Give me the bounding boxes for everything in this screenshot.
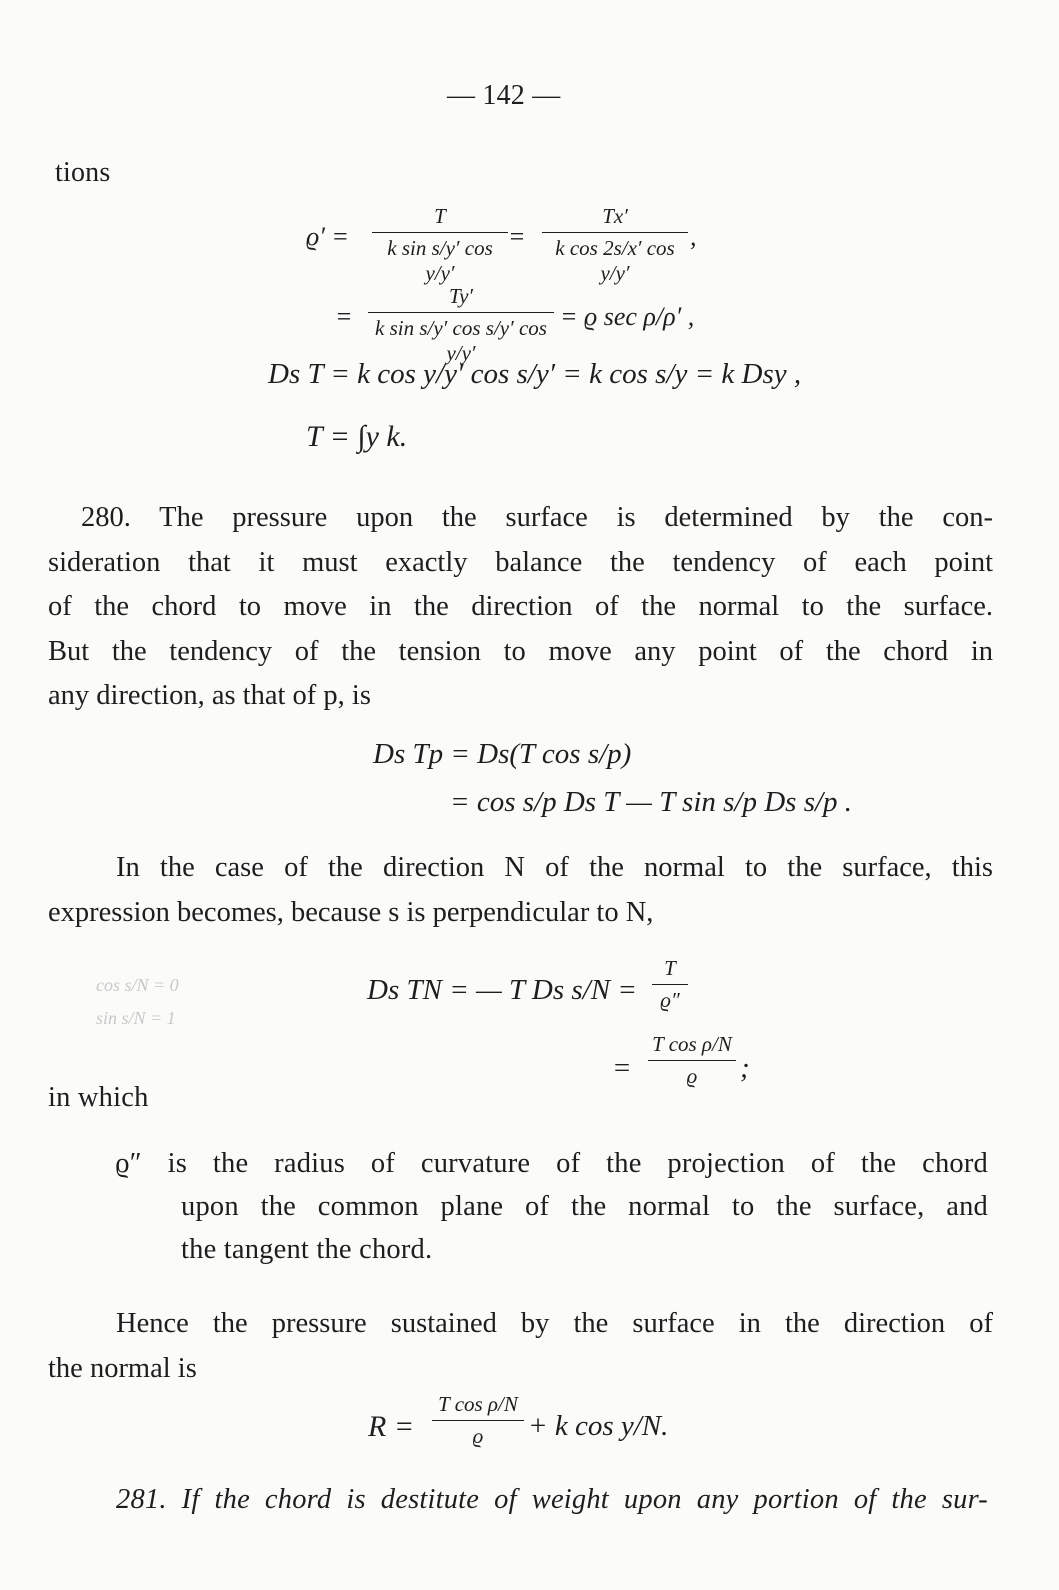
rho-sec-term: = ϱ sec ρ/ρ′ , [560, 302, 695, 331]
paragraph-pressure [48, 1302, 993, 1391]
normal-tension-lhs: Ds TN = — T Ds s/N = [367, 974, 637, 1006]
paragraph-line: of the chord to move in the direction of the normal to the surface. [48, 591, 993, 622]
page-number: — 142 — [447, 80, 561, 111]
paragraph-line: the normal is [48, 1352, 197, 1384]
paragraph-line: 280. The pressure upon the surface is determined by the con- [81, 502, 993, 533]
paragraph-line: expression becomes, because s is perpendicular to N, [48, 896, 654, 928]
rho-prime-label: ϱ′ = [306, 222, 349, 251]
fraction-denominator: ϱ″ [660, 988, 680, 1012]
equals-sign: = [612, 1052, 632, 1084]
equals-sign: = [335, 302, 353, 331]
margin-pencil-note: sin s/N = 1 [96, 1008, 176, 1028]
comma: , [690, 222, 697, 251]
paragraph-normal-direction [48, 846, 993, 935]
paragraph-line: Hence the pressure sustained by the surface in the direction of [116, 1308, 993, 1339]
fraction-numerator: T [664, 956, 676, 980]
paragraph-line: But the tendency of the tension to move any point of the chord in [48, 635, 993, 667]
tension-integral: T = ∫y k. [306, 420, 408, 453]
fraction-t-over-rho-double-prime [652, 956, 688, 1013]
tendency-equation-line-1: Ds Tp = Ds(T cos s/p) [373, 738, 632, 770]
in-which-label: in which [48, 1082, 149, 1113]
definition-line: ϱ″ is the radius of curvature of the projection of the chord [115, 1148, 988, 1179]
fraction-t-cos-over-rho [432, 1392, 524, 1449]
paragraph-281: 281. If the chord is destitute of weight upon any portion of the sur- [116, 1484, 988, 1515]
fraction-3 [368, 284, 554, 366]
fraction-1-numerator: T [434, 204, 446, 228]
definition-line: the tangent the chord. [181, 1234, 433, 1265]
paragraph-line: any direction, as that of p, is [48, 680, 371, 711]
semicolon: ; [740, 1052, 750, 1084]
equals-sign: = [508, 222, 526, 251]
fraction-denominator: ϱ [686, 1064, 698, 1088]
fraction-denominator: ϱ [472, 1424, 484, 1448]
derivative-of-tension: Ds T = k cos y/y′ cos s/y′ = k cos s/y = k Dsy , [268, 358, 802, 390]
continued-word: tions [55, 157, 111, 188]
fraction-3-denominator: k sin s/y′ cos s/y′ cos y/y′ [375, 316, 547, 365]
fraction-3-numerator: Ty′ [448, 284, 474, 308]
fraction-2-denominator: k cos 2s/x′ cos y/y′ [555, 236, 675, 285]
definition-line: upon the common plane of the normal to the surface, and [181, 1191, 988, 1222]
margin-pencil-note: cos s/N = 0 [96, 975, 179, 995]
tendency-equation-line-2: = cos s/p Ds T — T sin s/p Ds s/p . [450, 786, 853, 818]
fraction-1-denominator: k sin s/y′ cos y/y′ [387, 236, 493, 285]
paragraph-line: In the case of the direction N of the normal to the surface, this [116, 852, 993, 883]
fraction-2-numerator: Tx′ [602, 204, 628, 228]
fraction-2 [542, 204, 688, 286]
fraction-numerator: T cos ρ/N [438, 1392, 518, 1416]
fraction-1 [372, 204, 508, 286]
fraction-numerator: T cos ρ/N [652, 1032, 732, 1056]
paragraph-line: sideration that it must exactly balance the tendency of each point [48, 546, 993, 578]
pressure-rhs: + k cos y/N. [528, 1410, 669, 1442]
pressure-lhs: R = [368, 1410, 415, 1443]
paragraph-280 [48, 496, 993, 719]
fraction-t-cos-over-rho [648, 1032, 736, 1089]
